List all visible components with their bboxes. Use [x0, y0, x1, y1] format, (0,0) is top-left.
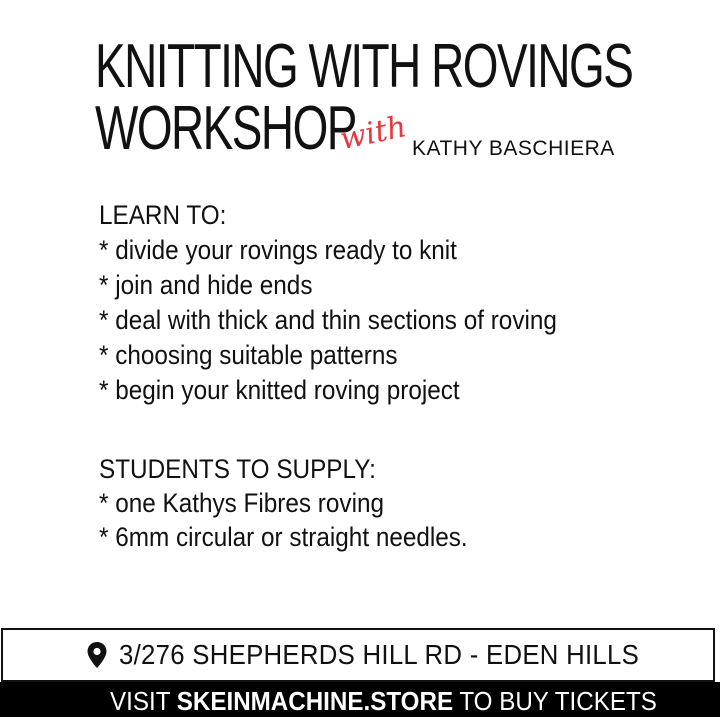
- presenter-name: KATHY BASCHIERA: [412, 137, 615, 160]
- learn-item: * join and hide ends: [99, 270, 313, 300]
- title-line-1: KNITTING WITH ROVINGS: [95, 32, 633, 101]
- learn-section: [99, 198, 557, 408]
- learn-item: * choosing suitable patterns: [99, 340, 398, 370]
- learn-heading: LEARN TO:: [99, 200, 227, 230]
- learn-item: * divide your rovings ready to knit: [99, 235, 457, 265]
- learn-item: * begin your knitted roving project: [99, 375, 460, 405]
- with-script-text: with: [337, 109, 410, 158]
- cta-suffix: TO BUY TICKETS: [453, 686, 657, 716]
- address-text: 3/276 SHEPHERDS HILL RD - EDEN HILLS: [119, 639, 640, 670]
- store-link[interactable]: SKEINMACHINE.STORE: [176, 686, 454, 716]
- cta-prefix: VISIT: [110, 686, 177, 716]
- cta-text: [110, 686, 657, 717]
- learn-item: * deal with thick and thin sections of roving: [99, 305, 557, 335]
- map-pin-icon: [87, 642, 107, 668]
- supply-heading: STUDENTS TO SUPPLY:: [99, 454, 376, 484]
- title-line-2: WORKSHOP: [95, 94, 356, 163]
- address-box: [1, 628, 715, 682]
- ticket-banner: [0, 682, 720, 717]
- supply-item: * one Kathys Fibres roving: [99, 488, 385, 518]
- supply-section: [99, 452, 468, 554]
- supply-item: * 6mm circular or straight needles.: [99, 522, 468, 552]
